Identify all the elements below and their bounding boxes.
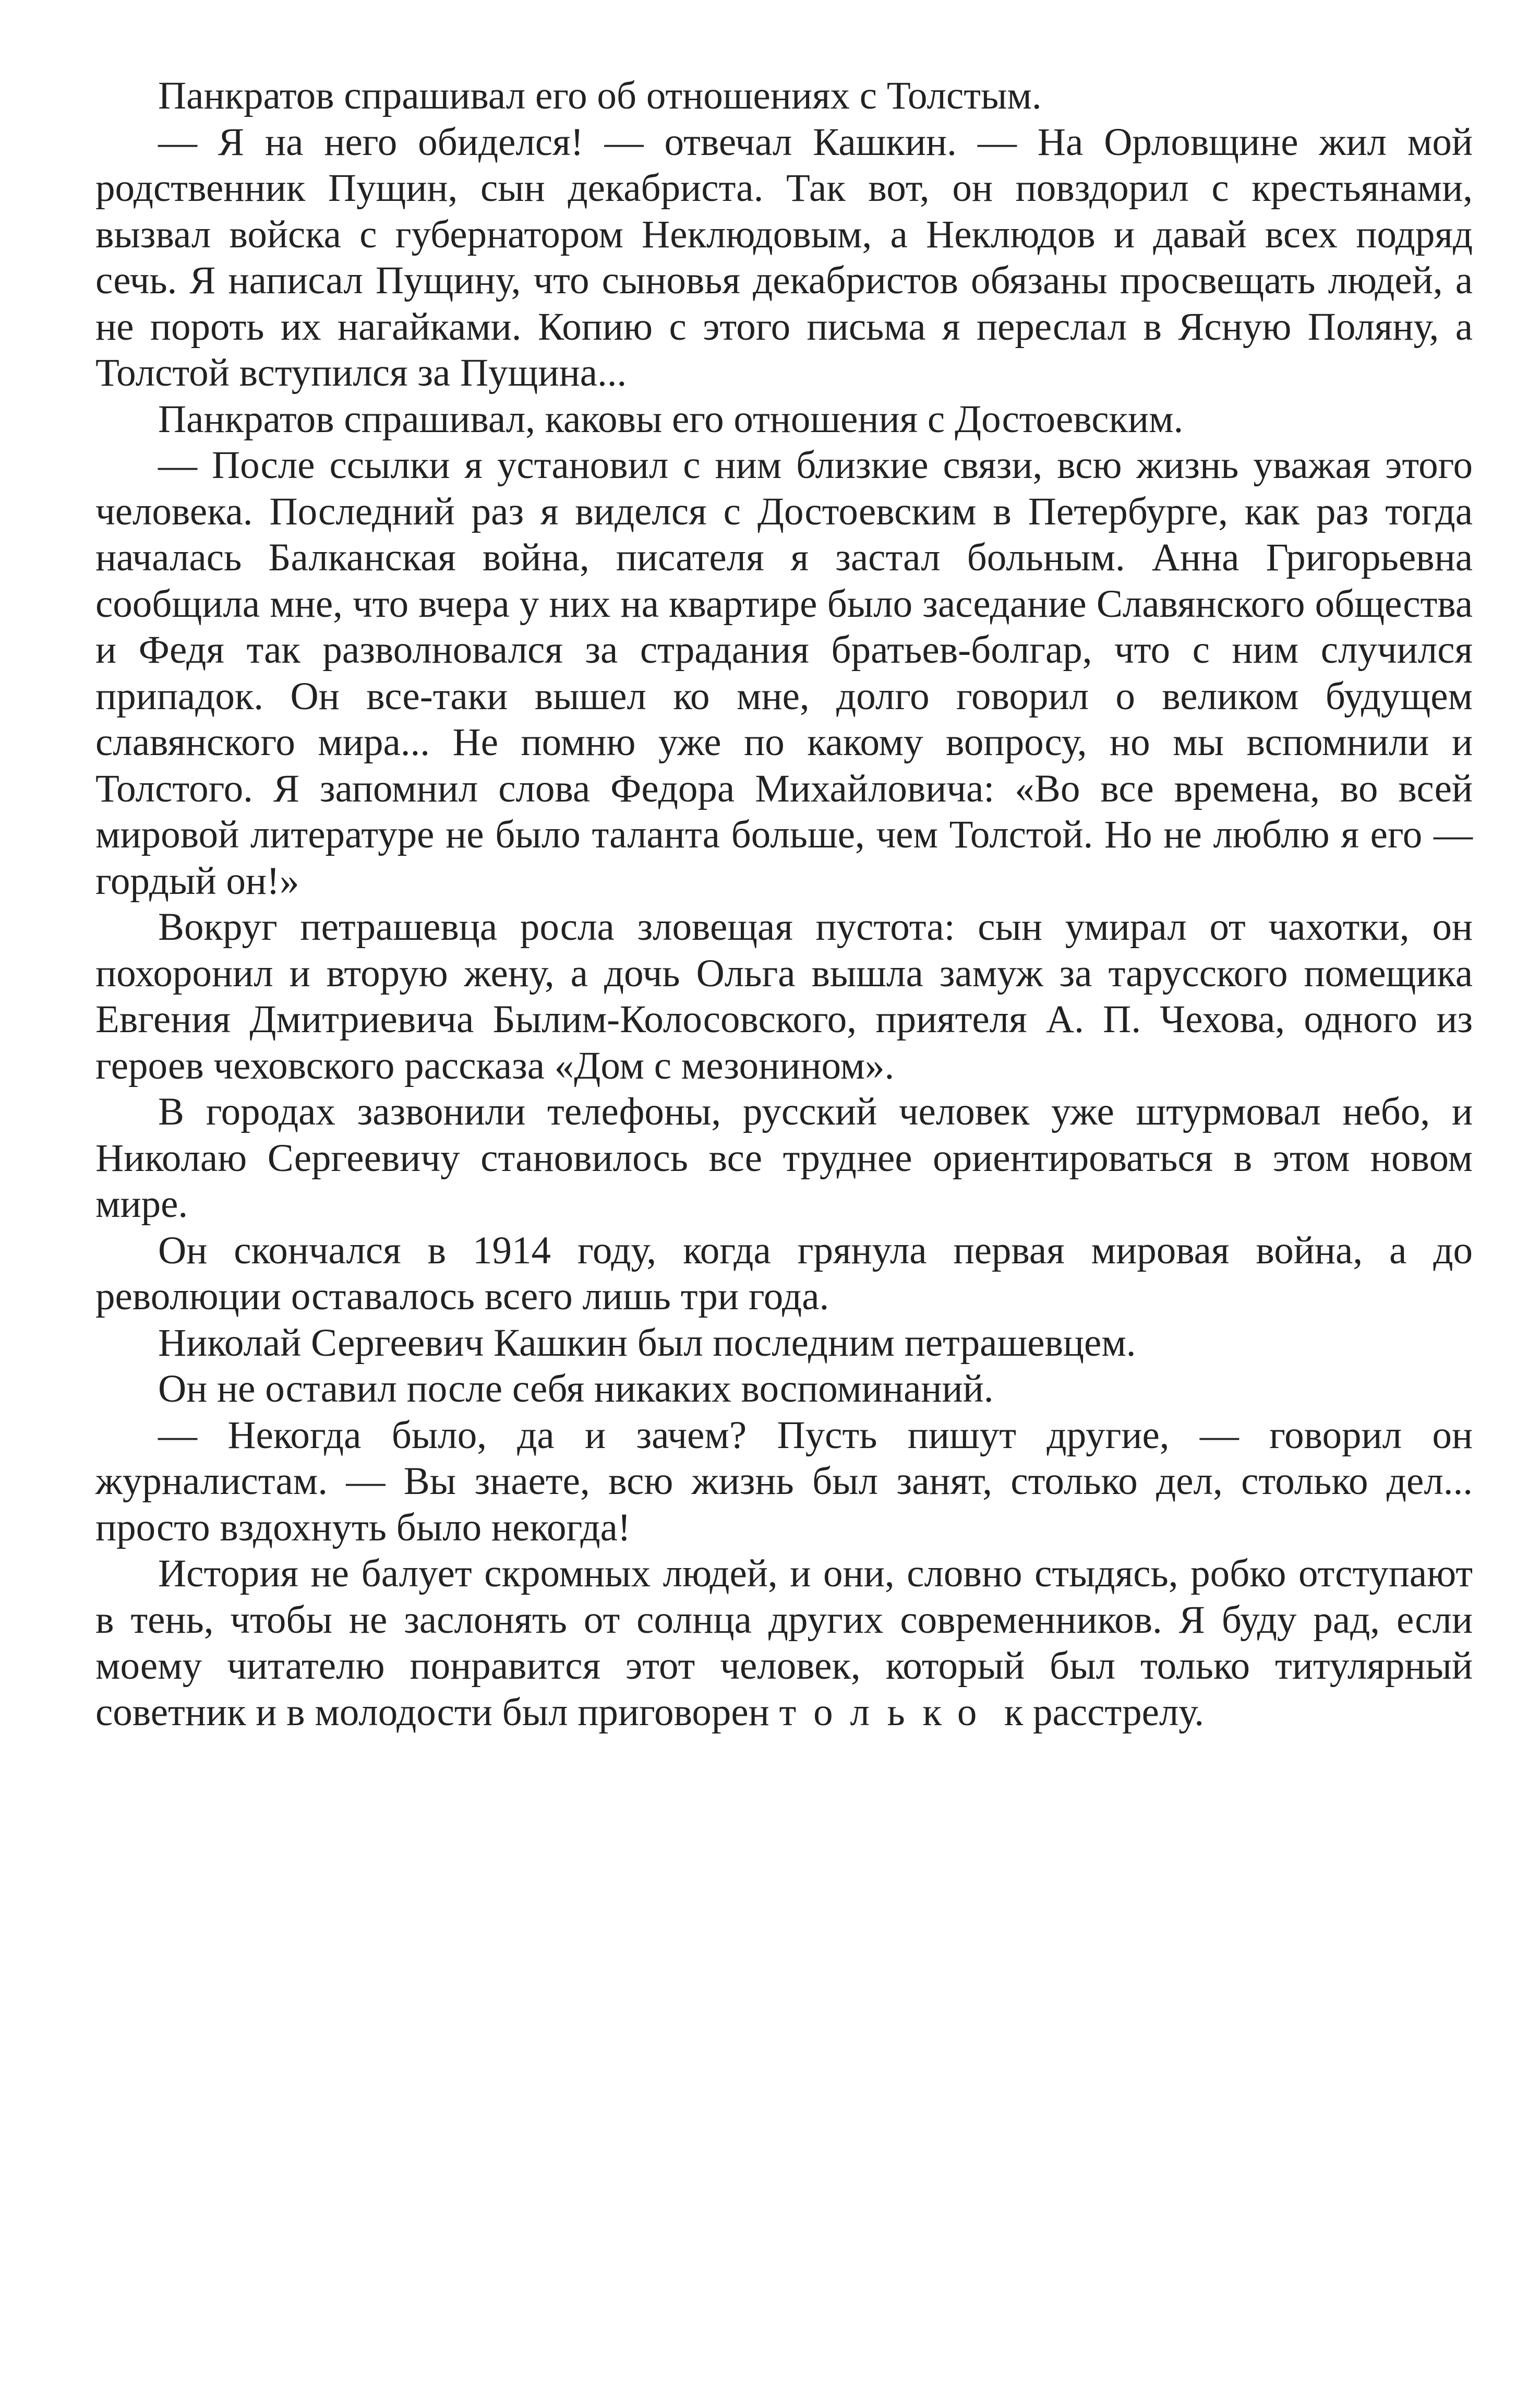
paragraph-3: Панкратов спрашивал, каковы его отношения с Достоевским. [158, 397, 1184, 441]
paragraph-11 [95, 1551, 1473, 1736]
page-text [95, 73, 1473, 1736]
paragraph-8: Николай Сергеевич Кашкин был последним петрашевцем. [158, 1321, 1136, 1365]
emphasized-word: только [779, 1690, 995, 1734]
paragraph-6: В городах зазвонили телефоны, русский человек уже штурмовал небо, и Николаю Сергеевичу становилось все труднее ориентироваться в этом новом мире. [95, 1090, 1473, 1226]
paragraph-7: Он скончался в 1914 году, когда грянула первая мировая война, а до революции оставалось всего лишь три года. [95, 1228, 1473, 1318]
paragraph-10: — Некогда было, да и зачем? Пусть пишут другие, — говорил он журналистам. — Вы знаете, всю жизнь был занят, столько дел, столько дел... просто вздохнуть было некогда! [95, 1413, 1473, 1549]
paragraph-1: Панкратов спрашивал его об отношениях с Толстым. [158, 74, 1042, 117]
paragraph-11-text: История не балует скромных людей, и они, словно стыдясь, робко отступают в тень, чтобы не заслонять от солнца других современников. Я буду рад, если моему читателю понравится этот человек, который был только титулярный советник и в молодости был приговорен [95, 1552, 1473, 1734]
paragraph-11-ending: к расстрелу. [994, 1690, 1205, 1734]
paragraph-9: Он не оставил после себя никаких воспоминаний. [158, 1367, 994, 1410]
paragraph-4: — После ссылки я установил с ним близкие связи, всю жизнь уважая этого человека. Последний раз я виделся с Достоевским в Петербурге, как раз тогда началась Балканская война, писателя я застал больным. Анна Григорьевна сообщила мне, что вчера у них на квартире было заседание Славянского общества и Федя так разволновался за страдания братьев-болгар, что с ним случился припадок. Он все-таки вышел ко мне, долго говорил о великом будущем славянского мира... Не помню уже по какому вопросу, но мы вспомнили и Толстого. Я запомнил слова Федора Михайловича: «Во все времена, во всей мировой литературе не было таланта больше, чем Толстой. Но не люблю я его — гордый он!» [95, 444, 1473, 903]
paragraph-2: — Я на него обиделся! — отвечал Кашкин. — На Орловщине жил мой родственник Пущин, сын декабриста. Так вот, он повздорил с крестьянами, вызвал войска с губернатором Неклюдовым, а Неклюдов и давай всех подряд сечь. Я написал Пущину, что сыновья декабристов обязаны просвещать людей, а не пороть их нагайками. Копию с этого письма я переслал в Ясную Поляну, а Толстой вступился за Пущина... [95, 120, 1473, 394]
paragraph-5: Вокруг петрашевца росла зловещая пустота: сын умирал от чахотки, он похоронил и вторую жену, а дочь Ольга вышла замуж за тарусского помещика Евгения Дмитриевича Былим-Колосовского, приятеля А. П. Чехова, одного из героев чеховского рассказа «Дом с мезонином». [95, 905, 1473, 1087]
